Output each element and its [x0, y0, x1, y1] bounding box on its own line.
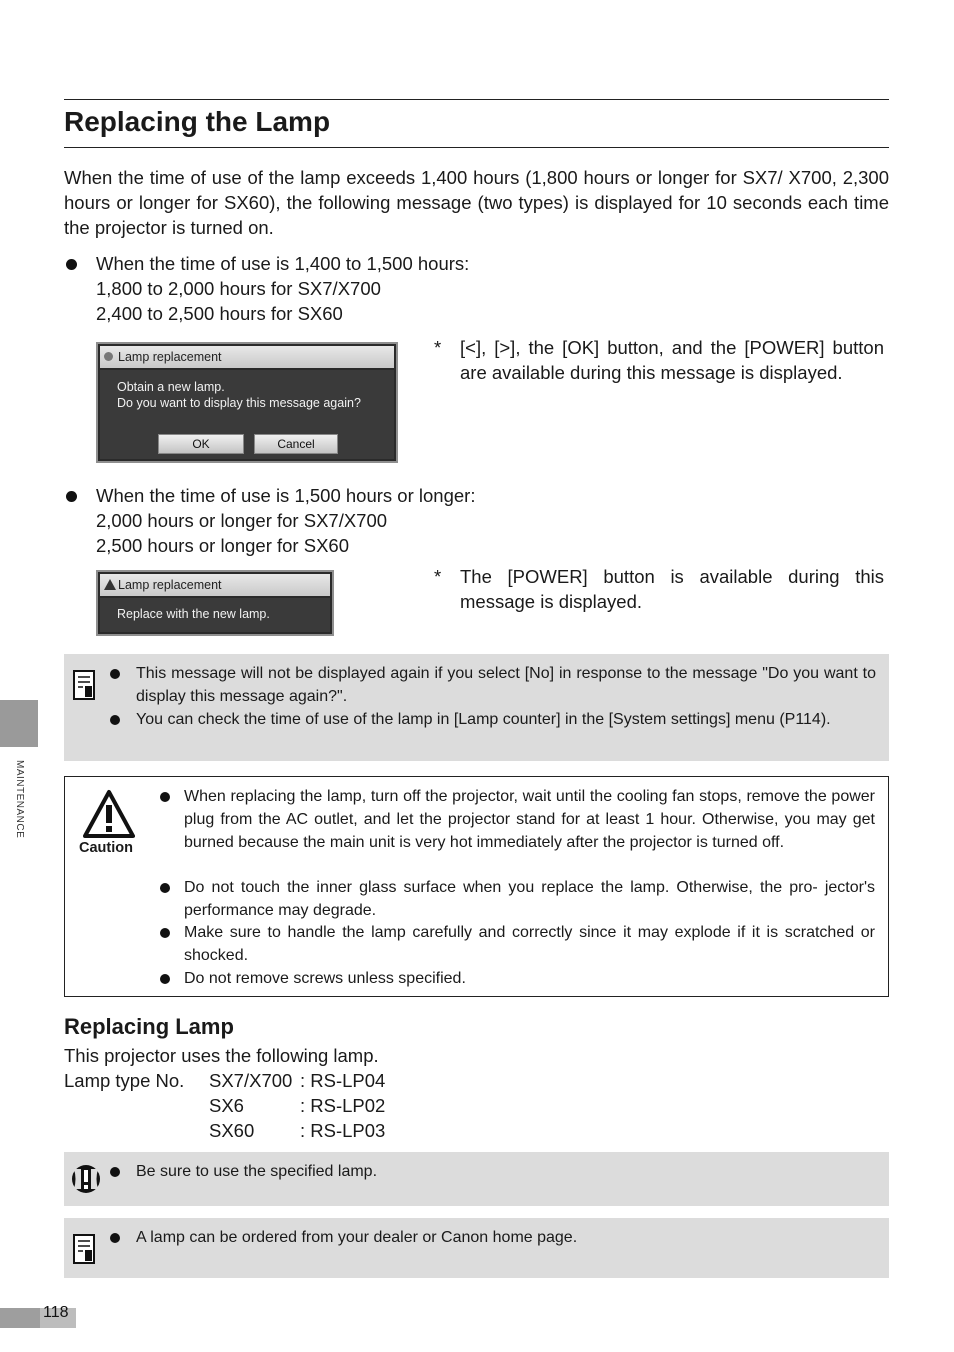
bullet-dot [110, 669, 120, 679]
asterisk: * [434, 566, 442, 587]
memo-icon [73, 1234, 95, 1264]
case1-bullet [64, 251, 469, 326]
case1-line3: 2,400 to 2,500 hours for SX60 [96, 303, 343, 324]
section-heading: Replacing Lamp [64, 1014, 234, 1039]
section-tab [0, 700, 38, 747]
memo2-item [110, 1226, 876, 1249]
dialog-line1: Obtain a new lamp. [117, 380, 225, 394]
bullet-dot [160, 792, 170, 802]
top-rule [64, 99, 889, 100]
bullet-dot [160, 883, 170, 893]
caution-text-1: When replacing the lamp, turn off the projector, wait until the cooling fan stops, remove the power plug from the AC outlet, and let the projector stand for at least 1 hour. Otherwise, you may get burned because the main unit is very hot immediately after the projector is turned off. [184, 788, 875, 851]
ok-button[interactable]: OK [158, 434, 244, 454]
dialog-titlebar [100, 574, 330, 596]
part-1: : RS-LP04 [300, 1070, 386, 1091]
page-number-bar-dark [0, 1308, 40, 1328]
model-2: SX6 [209, 1095, 244, 1116]
section-side-label: MAINTENANCE [14, 760, 25, 839]
warning-icon [104, 579, 116, 590]
page-title: Replacing the Lamp [64, 106, 331, 137]
memo1-text-2: You can check the time of use of the lamp in [Lamp counter] in the [System settings] menu (P114). [136, 711, 831, 728]
case2-bullet [64, 483, 475, 558]
bullet-dot [66, 259, 77, 270]
important-icon [71, 1164, 101, 1194]
case1-note [434, 335, 884, 385]
cancel-button[interactable]: Cancel [254, 434, 338, 454]
caution-text-3: Make sure to handle the lamp carefully and correctly since it may explode if it is scratched or shocked. [184, 924, 875, 964]
bullet-dot [110, 1233, 120, 1243]
caution-item-4 [160, 967, 875, 990]
memo1-item-2 [110, 708, 876, 731]
dialog-title: Lamp replacement [118, 578, 222, 592]
bullet-dot [160, 974, 170, 984]
lamp-type-label: Lamp type No. [64, 1070, 185, 1091]
caution-text-2: Do not touch the inner glass surface when you replace the lamp. Otherwise, the pro- jector's performance may degrade. [184, 879, 875, 919]
caution-item-2 [160, 876, 875, 922]
lamp-dialog-2 [96, 570, 334, 636]
part-2: : RS-LP02 [300, 1095, 386, 1116]
intro-paragraph: When the time of use of the lamp exceeds 1,400 hours (1,800 hours or longer for SX7/ X700, 2,300 hours or longer for SX60), the following message (two types) is displayed for 10 seconds each time the projector is turned on. [64, 167, 889, 238]
case1-note-text: [<], [>], the [OK] button, and the [POWER] button are available during this message is displayed. [460, 337, 884, 383]
case2-line3: 2,500 hours or longer for SX60 [96, 535, 349, 556]
model-3: SX60 [209, 1120, 255, 1141]
case2-note [434, 564, 884, 614]
dialog-title: Lamp replacement [118, 350, 222, 364]
asterisk: * [434, 337, 442, 358]
model-1: SX7/X700 [209, 1070, 293, 1091]
important-item [110, 1160, 876, 1183]
case2-note-text: The [POWER] button is available during this message is displayed. [460, 566, 884, 612]
memo1-item-1 [110, 662, 876, 708]
caution-item-3 [160, 921, 875, 967]
caution-box [64, 776, 889, 997]
bullet-dot [66, 491, 77, 502]
important-text: Be sure to use the specified lamp. [136, 1163, 378, 1180]
caution-item-1 [160, 785, 875, 854]
dialog-body [100, 598, 330, 632]
case2-line2: 2,000 hours or longer for SX7/X700 [96, 510, 388, 531]
bullet-dot [160, 928, 170, 938]
dialog-message: Replace with the new lamp. [117, 607, 270, 621]
lamp-dialog-1 [96, 342, 398, 463]
part-3: : RS-LP03 [300, 1120, 386, 1141]
caution-label: Caution [79, 840, 133, 856]
lamp-icon [104, 352, 113, 361]
caution-text-4: Do not remove screws unless specified. [184, 970, 466, 987]
dialog-line2: Do you want to display this message again? [117, 396, 361, 410]
memo-icon [73, 670, 95, 700]
dialog-body [100, 370, 394, 459]
case1-line1: When the time of use is 1,400 to 1,500 hours: [96, 253, 470, 274]
memo2-text: A lamp can be ordered from your dealer or Canon home page. [136, 1229, 578, 1246]
caution-icon [83, 789, 135, 839]
title-rule [64, 147, 889, 148]
memo1-text-1: This message will not be displayed again if you select [No] in response to the message "Do you want to display this message again?". [136, 665, 876, 705]
case1-line2: 1,800 to 2,000 hours for SX7/X700 [96, 278, 381, 299]
lamp-intro: This projector uses the following lamp. [64, 1045, 379, 1066]
bullet-dot [110, 715, 120, 725]
dialog-titlebar [100, 346, 394, 368]
page-number: 118 [43, 1304, 69, 1321]
case2-line1: When the time of use is 1,500 hours or longer: [96, 485, 476, 506]
bullet-dot [110, 1167, 120, 1177]
